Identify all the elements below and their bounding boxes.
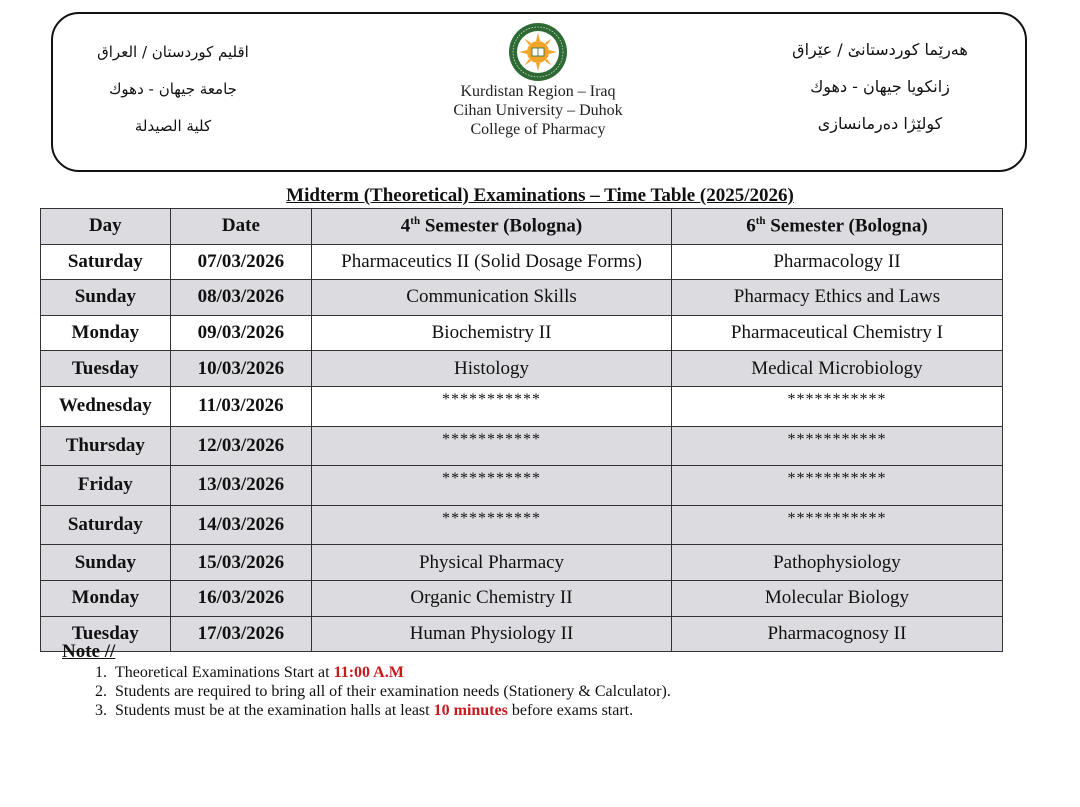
date-cell: 08/03/2026	[170, 280, 311, 316]
english-line-college: College of Pharmacy	[470, 121, 606, 138]
table-row	[41, 580, 1003, 616]
notes-section	[62, 641, 671, 720]
date-cell: 07/03/2026	[170, 244, 311, 280]
header-4th-suffix: th	[410, 215, 421, 228]
note-item	[111, 682, 671, 701]
header-6th-suffix: th	[755, 215, 766, 228]
day-cell: Wednesday	[41, 386, 171, 426]
6th-semester-course-cell: Pharmacology II	[671, 244, 1002, 280]
table-row	[41, 505, 1003, 545]
day-cell: Saturday	[41, 505, 171, 545]
date-cell: 15/03/2026	[170, 545, 311, 581]
4th-semester-course-cell: ***********	[312, 386, 672, 426]
4th-semester-course-cell: ***********	[312, 505, 672, 545]
4th-semester-course-cell: Biochemistry II	[312, 315, 672, 351]
note-item	[111, 701, 671, 720]
note-text: Students are required to bring all of their examination needs (Stationery & Calculator).	[115, 683, 671, 700]
note-text: Students must be at the examination halls at least	[115, 702, 434, 719]
date-cell: 11/03/2026	[170, 386, 311, 426]
kurdish-line-college: كولێژا دەرمانسازی	[817, 114, 943, 133]
day-cell: Monday	[41, 580, 171, 616]
day-cell: Thursday	[41, 426, 171, 466]
4th-semester-course-cell: Histology	[312, 351, 672, 387]
table-row	[41, 466, 1003, 506]
6th-semester-course-cell: ***********	[671, 386, 1002, 426]
date-cell: 17/03/2026	[170, 616, 311, 652]
kurdish-letterhead	[765, 36, 995, 147]
arabic-line-region: اقليم كوردستان / العراق	[97, 43, 249, 61]
note-highlight-start-time: 11:00 A.M	[333, 664, 404, 681]
notes-list	[62, 663, 671, 720]
header-6th-semester	[671, 209, 1002, 245]
day-cell: Friday	[41, 466, 171, 506]
table-header-row	[41, 209, 1003, 245]
day-cell: Tuesday	[41, 351, 171, 387]
6th-semester-course-cell: Medical Microbiology	[671, 351, 1002, 387]
note-text: Theoretical Examinations Start at	[115, 664, 334, 681]
4th-semester-course-cell: ***********	[312, 466, 672, 506]
arabic-letterhead	[83, 38, 263, 149]
arabic-line-university: جامعة جيهان - دهوك	[109, 80, 237, 98]
6th-semester-course-cell: Pharmacy Ethics and Laws	[671, 280, 1002, 316]
day-cell: Monday	[41, 315, 171, 351]
day-cell: Sunday	[41, 545, 171, 581]
table-row	[41, 426, 1003, 466]
table-row	[41, 386, 1003, 426]
kurdish-line-university: زانكویا جیهان - دهوك	[810, 77, 950, 96]
table-row	[41, 244, 1003, 280]
table-row	[41, 545, 1003, 581]
6th-semester-course-cell: Pathophysiology	[671, 545, 1002, 581]
6th-semester-course-cell: Pharmaceutical Chemistry I	[671, 315, 1002, 351]
date-cell: 10/03/2026	[170, 351, 311, 387]
cihan-university-logo-icon	[508, 22, 568, 82]
table-row	[41, 315, 1003, 351]
page-title: Midterm (Theoretical) Examinations – Time Table (2025/2026)	[286, 185, 794, 206]
english-line-university: Cihan University – Duhok	[453, 102, 623, 119]
header-4th-label: Semester (Bologna)	[420, 215, 583, 237]
exam-timetable	[40, 208, 1003, 652]
header-day: Day	[41, 209, 171, 245]
6th-semester-course-cell: ***********	[671, 505, 1002, 545]
day-cell: Saturday	[41, 244, 171, 280]
note-highlight-minutes: 10 minutes	[433, 702, 508, 719]
letterhead	[51, 12, 1027, 172]
notes-title: Note //	[62, 641, 116, 662]
header-6th-label: Semester (Bologna)	[765, 215, 928, 237]
header-4th-number: 4	[400, 215, 411, 237]
4th-semester-course-cell: Organic Chemistry II	[312, 580, 672, 616]
table-row	[41, 280, 1003, 316]
date-cell: 09/03/2026	[170, 315, 311, 351]
day-cell: Sunday	[41, 280, 171, 316]
6th-semester-course-cell: Pharmacognosy II	[671, 616, 1002, 652]
6th-semester-course-cell: ***********	[671, 466, 1002, 506]
4th-semester-course-cell: Human Physiology II	[312, 616, 672, 652]
day-cell: Tuesday	[41, 616, 171, 652]
english-line-region: Kurdistan Region – Iraq	[460, 83, 616, 100]
kurdish-line-region: هەرێما کوردستانێ / عێراق	[792, 40, 968, 59]
4th-semester-course-cell: ***********	[312, 426, 672, 466]
header-date: Date	[170, 209, 311, 245]
4th-semester-course-cell: Communication Skills	[312, 280, 672, 316]
table-row	[41, 351, 1003, 387]
header-4th-semester	[312, 209, 672, 245]
date-cell: 13/03/2026	[170, 466, 311, 506]
6th-semester-course-cell: Molecular Biology	[671, 580, 1002, 616]
english-letterhead	[413, 22, 663, 139]
6th-semester-course-cell: ***********	[671, 426, 1002, 466]
4th-semester-course-cell: Pharmaceutics II (Solid Dosage Forms)	[312, 244, 672, 280]
header-6th-number: 6	[746, 215, 756, 237]
date-cell: 14/03/2026	[170, 505, 311, 545]
date-cell: 12/03/2026	[170, 426, 311, 466]
date-cell: 16/03/2026	[170, 580, 311, 616]
note-text: before exams start.	[507, 702, 634, 719]
arabic-line-college: كلية الصيدلة	[134, 117, 212, 135]
note-item	[111, 663, 671, 682]
4th-semester-course-cell: Physical Pharmacy	[312, 545, 672, 581]
